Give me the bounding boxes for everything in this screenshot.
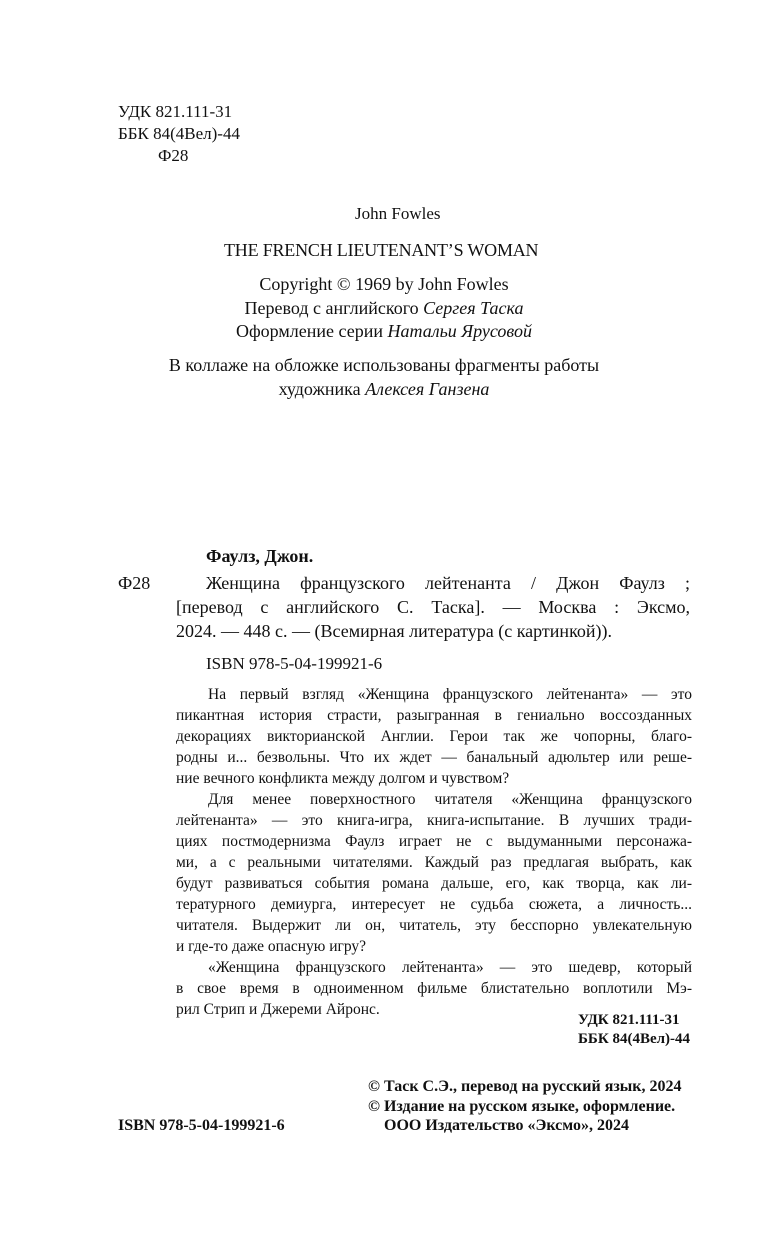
original-title: THE FRENCH LIEUTENANT’S WOMAN [224,240,539,260]
biblio-description-line: 2024. — 448 с. — (Всемирная литература (с картинкой)). [176,621,613,641]
collage-credit-line2 [0,377,768,401]
designer-name: Натальи Ярусовой [387,321,532,341]
annotation-line: Для менее поверхностного читателя «Женщина французского [208,791,692,808]
collage-prefix: художника [278,379,366,399]
translator-name: Сергея Таска [423,298,524,318]
annotation-line: циях постмодернизма Фаулз играет не с выдуманными персонажа- [176,833,692,850]
design-prefix: Оформление серии [236,321,388,341]
design-credit [0,319,768,343]
annotation-line: и где-то даже опасную игру? [176,938,367,955]
annotation-line: декорациях викторианской Англии. Герои так же чопорны, благо- [176,728,692,745]
copyright-publisher: ООО Издательство «Эксмо», 2024 [384,1117,629,1134]
biblio-isbn: ISBN 978-5-04-199921-6 [206,654,383,673]
annotation-line: читателя. Выдержит ли он, читатель, эту бесспорно увлекательную [176,917,692,934]
annotation-line: ние вечного конфликта между долгом и чувством? [176,770,510,787]
annotation-line: будут развиваться события романа дальше, его, как творца, как ли- [176,875,692,892]
annotation-line: тературного демиурга, интересует не судьба сюжета, а личность... [176,896,692,913]
udk-code-top: УДК 821.111-31 [118,102,233,121]
annotation-line: рил Стрип и Джереми Айронс. [176,1001,380,1018]
bbk-code-bottom: ББК 84(4Вел)-44 [578,1031,691,1047]
annotation-line: в свое время в одноименном фильме блистательно воплотили Мэ- [176,980,692,997]
annotation-line: лейтенанта» — это книга-игра, книга-испытание. В лучших тради- [176,812,692,829]
biblio-description-line: [перевод с английского С. Таска]. — Москва : Эксмо, [176,597,690,617]
copyright-edition: © Издание на русском языке, оформление. [368,1098,676,1115]
collage-credit-line1: В коллаже на обложке использованы фрагменты работы [168,355,600,375]
biblio-description-line: Женщина французского лейтенанта / Джон Фаулз ; [206,573,690,593]
annotation-line: «Женщина французского лейтенанта» — это шедевр, который [208,959,692,976]
original-author: John Fowles [355,204,441,223]
bbk-code-top: ББК 84(4Вел)-44 [118,124,240,143]
author-mark: Ф28 [118,573,151,593]
translation-prefix: Перевод с английского [244,298,424,318]
footer-isbn: ISBN 978-5-04-199921-6 [118,1117,285,1134]
biblio-heading: Фаулз, Джон. [206,546,314,566]
annotation-line: пикантная история страсти, разыгранная в гениально воссозданных [176,707,692,724]
copyright-translation: © Таск С.Э., перевод на русский язык, 2024 [368,1078,682,1095]
annotation-line: На первый взгляд «Женщина французского лейтенанта» — это [208,686,692,703]
author-mark-top: Ф28 [158,146,189,165]
annotation-line: родны и... безвольны. Что их ждет — банальный адюльтер или реше- [176,749,692,766]
udk-code-bottom: УДК 821.111-31 [578,1012,680,1028]
annotation-line: ми, а с реальными читателями. Каждый раз предлагая выбрать, как [176,854,692,871]
artist-name: Алексея Ганзена [365,379,490,399]
copyright-line: Copyright © 1969 by John Fowles [259,274,509,294]
translation-credit [0,296,768,320]
